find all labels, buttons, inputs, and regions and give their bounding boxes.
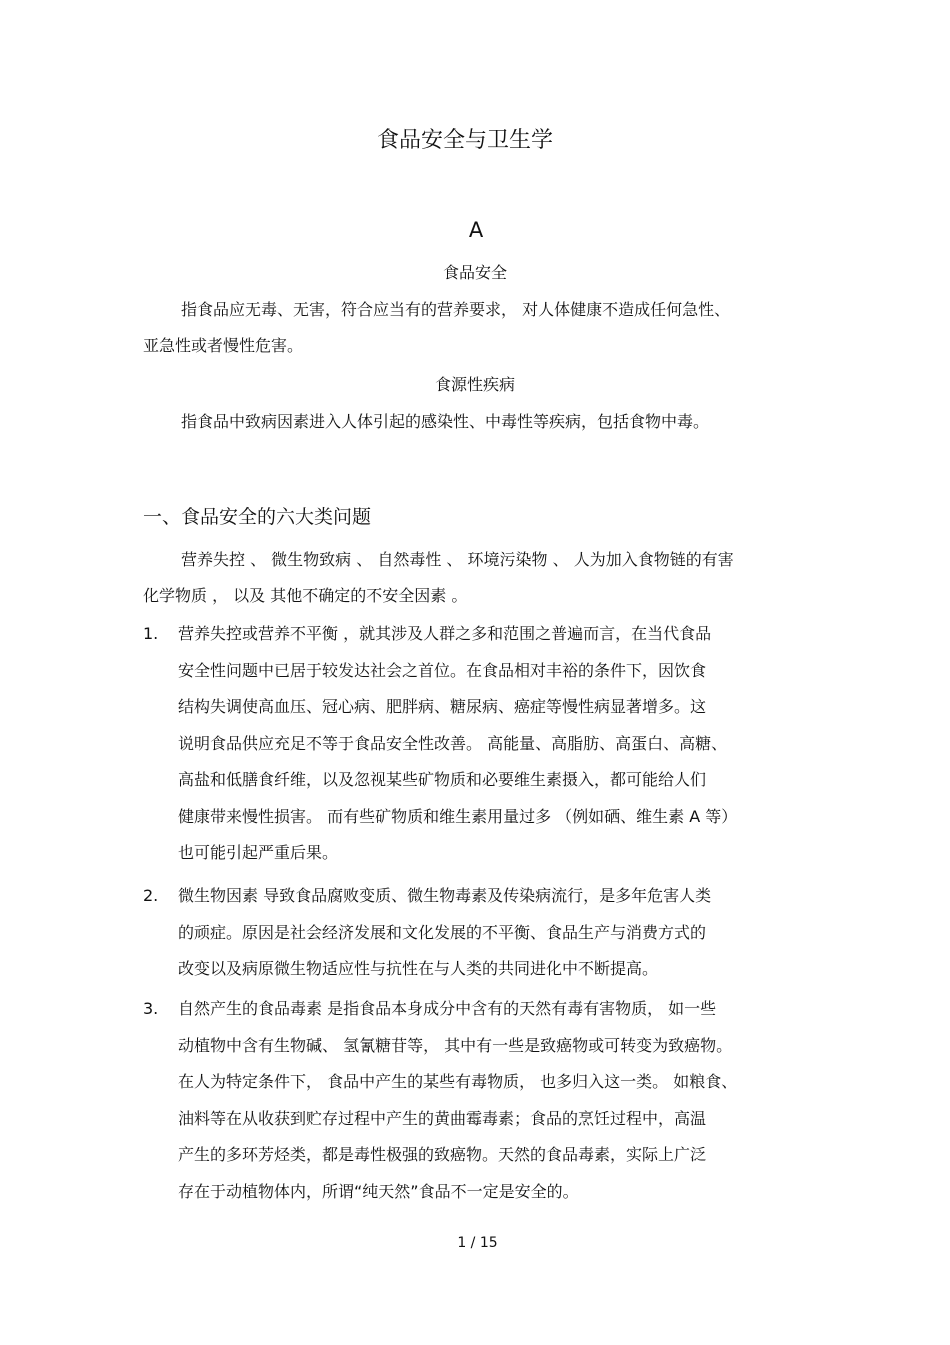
- list-item-line: 动植物中含有生物碱、 氢氰糖苷等， 其中有一些是致癌物或可转变为致癌物。: [178, 1035, 733, 1055]
- list-item-line: 安全性问题中已居于较发达社会之首位。在食品相对丰裕的条件下，因饮食: [178, 660, 707, 680]
- list-item-line: 微生物因素 导致食品腐败变质、微生物毒素及传染病流行，是多年危害人类: [178, 886, 712, 905]
- term-definition-foodborne-disease: [143, 404, 823, 440]
- list-item-line: 在人为特定条件下， 食品中产生的某些有毒物质， 也多归入这一类。 如粮食、: [178, 1072, 738, 1091]
- list-item-line: 的顽症。原因是社会经济发展和文化发展的不平衡、食品生产与消费方式的: [178, 922, 707, 942]
- term-heading-food-safety: 食品安全: [442, 263, 507, 282]
- list-item-line: 改变以及病原微生物适应性与抗性在与人类的共同进化中不断提高。: [178, 959, 659, 978]
- list-item-line: 结构失调使高血压、冠心病、肥胖病、糖尿病、癌症等慢性病显著增多。这: [178, 697, 707, 716]
- definition-line: 指食品中致病因素进入人体引起的感染性、中毒性等疾病，包括食物中毒。: [181, 412, 710, 431]
- intro-paragraph: [143, 542, 823, 614]
- chapter-heading: 一、食品安全的六大类问题: [143, 506, 372, 528]
- list-item-line: 油料等在从收获到贮存过程中产生的黄曲霉毒素；食品的烹饪过程中，高温: [178, 1108, 707, 1128]
- document-title: 食品安全与卫生学: [376, 128, 553, 153]
- list-item-number: 2.: [143, 886, 159, 905]
- list-item-line: 营养失控或营养不平衡 ，就其涉及人群之多和范围之普遍而言，在当代食品: [178, 624, 712, 643]
- term-heading-foodborne-disease: 食源性疾病: [434, 375, 515, 394]
- list-item-number: 3.: [143, 999, 159, 1018]
- list-item-line: 存在于动植物体内，所谓“纯天然”食品不一定是安全的。: [178, 1181, 579, 1201]
- list-item-line: 高盐和低膳食纤维，以及忽视某些矿物质和必要维生素摄入，都可能给人们: [178, 770, 707, 789]
- list-item-line: 健康带来慢性损害。 而有些矿物质和维生素用量过多 （例如硒、维生素 A 等）: [178, 806, 738, 826]
- intro-line: 化学物质 ， 以及 其他不确定的不安全因素 。: [143, 586, 468, 605]
- definition-line: 亚急性或者慢性危害。: [143, 336, 304, 355]
- list-item-line: 产生的多环芳烃类，都是毒性极强的致癌物。天然的食品毒素，实际上广泛: [178, 1145, 707, 1164]
- list-item-line: 自然产生的食品毒素 是指食品本身成分中含有的天然有毒有害物质， 如一些: [178, 999, 717, 1018]
- list-item-2: [143, 878, 823, 988]
- page-number: 1 / 15: [457, 1235, 498, 1251]
- term-definition-food-safety: [143, 292, 823, 364]
- list-item-line: 说明食品供应充足不等于食品安全性改善。 高能量、高脂肪、高蛋白、高糖、: [178, 733, 728, 753]
- list-item-1: [143, 616, 823, 872]
- list-item-3: [143, 991, 823, 1210]
- definition-line: 指食品应无毒、无害，符合应当有的营养要求， 对人体健康不造成任何急性、: [181, 300, 731, 319]
- list-item-number: 1.: [143, 624, 159, 643]
- intro-line: 营养失控 、 微生物致病 、 自然毒性 、 环境污染物 、 人为加入食物链的有害: [181, 550, 734, 569]
- section-letter: A: [468, 218, 484, 242]
- list-item-line: 也可能引起严重后果。: [178, 843, 339, 862]
